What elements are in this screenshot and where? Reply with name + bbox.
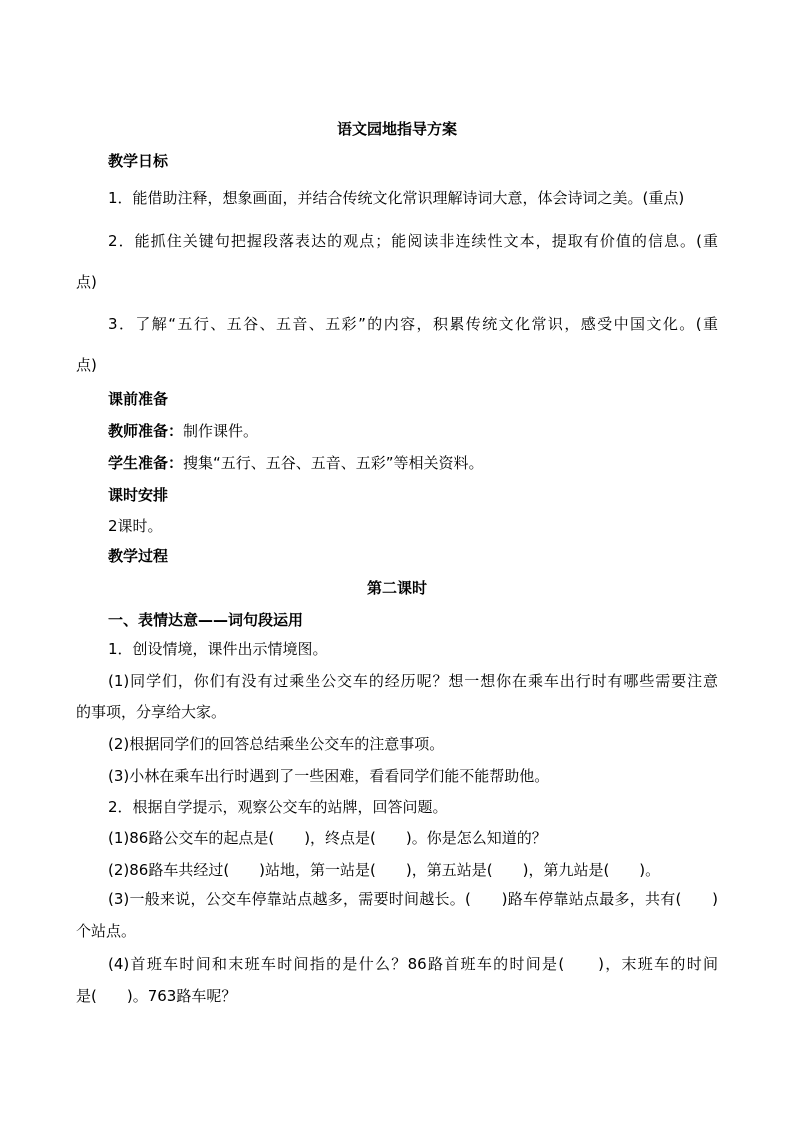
schedule-text: 2课时。 [108,517,163,535]
step-1: 1．创设情境，课件出示情境图。 [108,640,328,658]
step-2-question-4-line-1: (4)首班车时间和末班车时间指的是什么？86路首班车的时间是( )，末班车的时间 [108,955,718,973]
process-heading: 教学过程 [108,547,169,565]
objective-2-line-2: 点) [76,273,97,291]
page-title: 语文园地指导方案 [336,120,457,138]
objective-1: 1．能借助注释，想象画面，并结合传统文化常识理解诗词大意，体会诗词之美。(重点) [108,189,685,207]
teacher-preparation-text: 制作课件。 [183,422,259,440]
step-2-question-3-line-2: 个站点。 [76,922,137,940]
student-preparation [108,452,750,474]
teacher-preparation-label: 教师准备： [108,422,184,440]
objective-2-line-1: 2．能抓住关键句把握段落表达的观点；能阅读非连续性文本，提取有价值的信息。(重 [108,232,718,250]
objectives-heading: 教学日标 [108,152,169,170]
step-2-question-1: (1)86路公交车的起点是( )，终点是( )。你是怎么知道的？ [108,829,547,847]
preparation-heading: 课前准备 [108,390,169,408]
objective-3-line-1: 3．了解“五行、五谷、五音、五彩”的内容，积累传统文化常识，感受中国文化。(重 [108,315,718,333]
step-1-question-1-line-1: (1)同学们，你们有没有过乘坐公交车的经历呢？想一想你在乘车出行时有哪些需要注意 [108,672,718,690]
student-preparation-label: 学生准备： [108,454,184,472]
step-1-question-1-line-2: 的事项，分享给大家。 [76,703,227,721]
section-1-heading: 一、表情达意——词句段运用 [108,611,304,629]
step-2-question-4-line-2: 是( )。763路车呢？ [76,987,237,1005]
lesson-title: 第二课时 [366,579,427,597]
student-preparation-text: 搜集“五行、五谷、五音、五彩”等相关资料。 [183,454,484,472]
objective-3-line-2: 点) [76,356,97,374]
step-2-question-2: (2)86路车共经过( )站地，第一站是( )，第五站是( )，第九站是( )。 [108,861,661,879]
step-2: 2．根据自学提示，观察公交车的站牌，回答问题。 [108,798,448,816]
schedule-heading: 课时安排 [108,486,169,504]
step-1-question-3: (3)小林在乘车出行时遇到了一些困难，看看同学们能不能帮助他。 [108,767,550,785]
teacher-preparation [108,420,750,442]
step-2-question-3-line-1: (3)一般来说，公交车停靠站点越多，需要时间越长。( )路车停靠站点最多，共有( ) [108,890,718,908]
step-1-question-2: (2)根据同学们的回答总结乘坐公交车的注意事项。 [108,735,445,753]
